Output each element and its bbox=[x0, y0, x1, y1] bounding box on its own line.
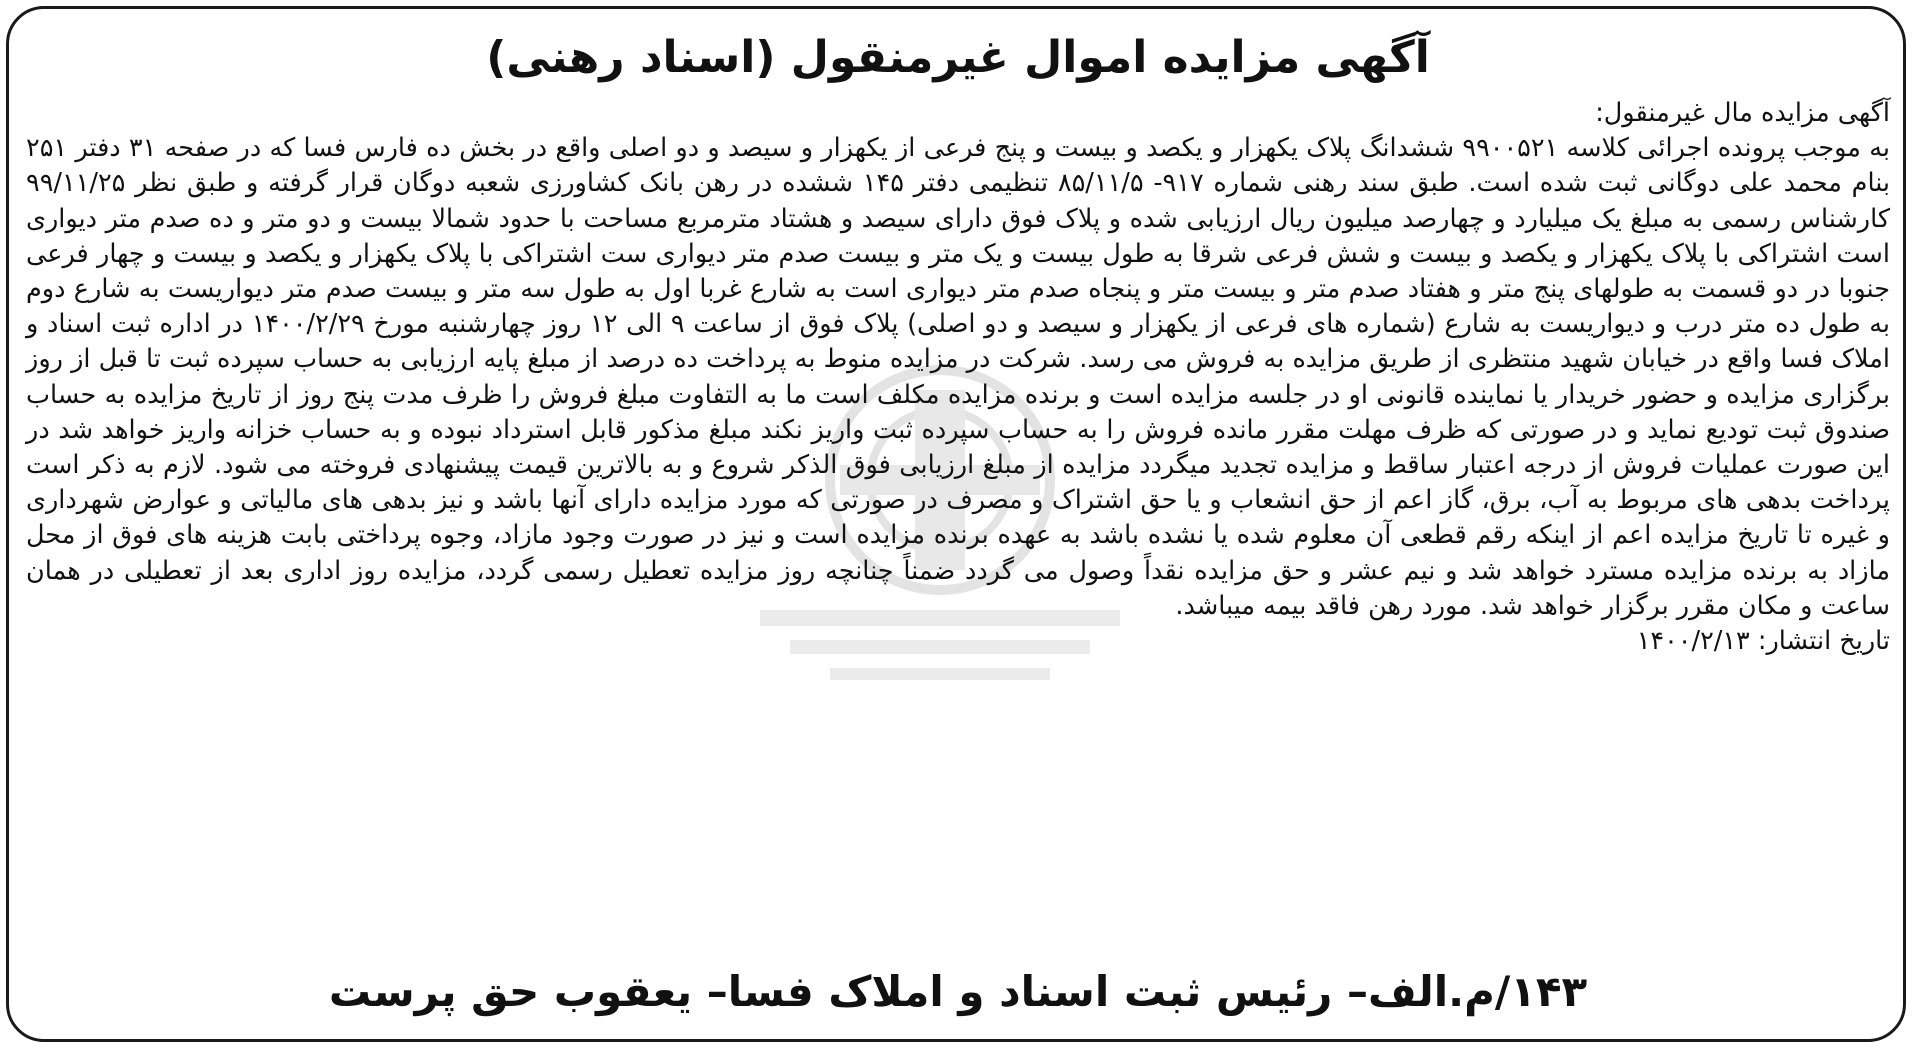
notice-intro: آگهی مزایده مال غیرمنقول: bbox=[1595, 98, 1890, 128]
publish-date: تاریخ انتشار: ۱۴۰۰/۲/۱۳ bbox=[1636, 626, 1890, 657]
notice-title: آگهی مزایده اموال غیرمنقول (اسناد رهنی) bbox=[486, 32, 1430, 83]
notice-signature: ۱۴۳/م.الف– رئیس ثبت اسناد و املاک فسا– یعقوب حق پرست bbox=[328, 967, 1588, 1016]
notice-body bbox=[26, 96, 1890, 659]
notice-paragraph: به موجب پرونده اجرائی کلاسه ۹۹۰۰۵۲۱ ششدانگ پلاک یکهزار و یکصد و بیست و پنج فرعی از یکهزار و سیصد و دو اصلی واقع در بخش ده فارس فسا که در صفحه ۳۱ دفتر ۲۵۱ بنام محمد علی دوگانی ثبت شده است. طبق سند رهنی شماره ۹۱۷- ۸۵/۱۱/۵ تنظیمی دفتر ۱۴۵ ششده در رهن بانک کشاورزی شعبه دوگان قرار گرفته و طبق نظر ۹۹/۱۱/۲۵ کارشناس رسمی به مبلغ یک میلیارد و چهارصد میلیون ریال ارزیابی شده و پلاک فوق دارای سیصد و هشتاد مترمربع مساحت با حدود شمالا بیست و دو متر و ده صدم متر دیواری است اشتراکی با پلاک یکهزار و یکصد و بیست و شش فرعی شرقا به طول بیست و یک متر و بیست صدم متر دیواری ست اشتراکی با پلاک یکهزار و یکصد و بیست و چهار فرعی جنوبا در دو قسمت به طولهای پنج متر و هفتاد صدم متر و بیست متر و پنجاه صدم متر دیواری است به شارع غربا اول به طول سه متر و بیست صدم متر دیواریست به شارع دوم به طول ده متر درب و دیواریست به شارع (شماره های فرعی از یکهزار و سیصد و دو اصلی) پلاک فوق از ساعت ۹ الی ۱۲ روز چهارشنبه مورخ ۱۴۰۰/۲/۲۹ در اداره ثبت اسناد و املاک فسا واقع در خیابان شهید منتظری از طریق مزایده به فروش می رسد. شرکت در مزایده منوط به پرداخت ده درصد از مبلغ پایه ارزیابی به حساب سپرده ثبت تا قبل از روز برگزاری مزایده و حضور خریدار یا نماینده قانونی او در جلسه مزایده است و برنده مزایده مکلف است ما به التفاوت مبلغ فروش را ظرف مدت پنج روز از تاریخ مزایده به حساب صندوق ثبت تودیع نماید و در صورتی که ظرف مهلت مقرر مانده فروش را به حساب سپرده ثبت واریز نکند مبلغ مذکور قابل استرداد نبوده و به حساب خزانه واریز خواهد شد در این صورت عملیات فروش از درجه اعتبار ساقط و مزایده تجدید میگردد مزایده از مبلغ ارزیابی فوق الذکر شروع و به بالاترین قیمت پیشنهادی فروخته می شود. لازم به ذکر است پرداخت بدهی های مربوط به آب، برق، گاز اعم از حق انشعاب و یا حق اشتراک و مصرف در صورتی که مورد مزایده دارای آنها باشد و نیز بدهی های مالیاتی و عوارض شهرداری و غیره تا تاریخ مزایده اعم از اینکه رقم قطعی آن معلوم شده یا نشده باشد به عهده برنده مزایده است و نیز در صورت وجود مازاد، وجوه پرداختی بابت هزینه های فوق از محل مازاد به برنده مزایده مسترد خواهد شد و نیم عشر و حق مزایده نقداً وصول می گردد ضمناً چنانچه روز مزایده تعطیل رسمی گردد، مزایده روز اداری بعد از تعطیلی در همان ساعت و مکان مقرر برگزار خواهد شد. مورد رهن فاقد بیمه میباشد. bbox=[26, 133, 1891, 621]
